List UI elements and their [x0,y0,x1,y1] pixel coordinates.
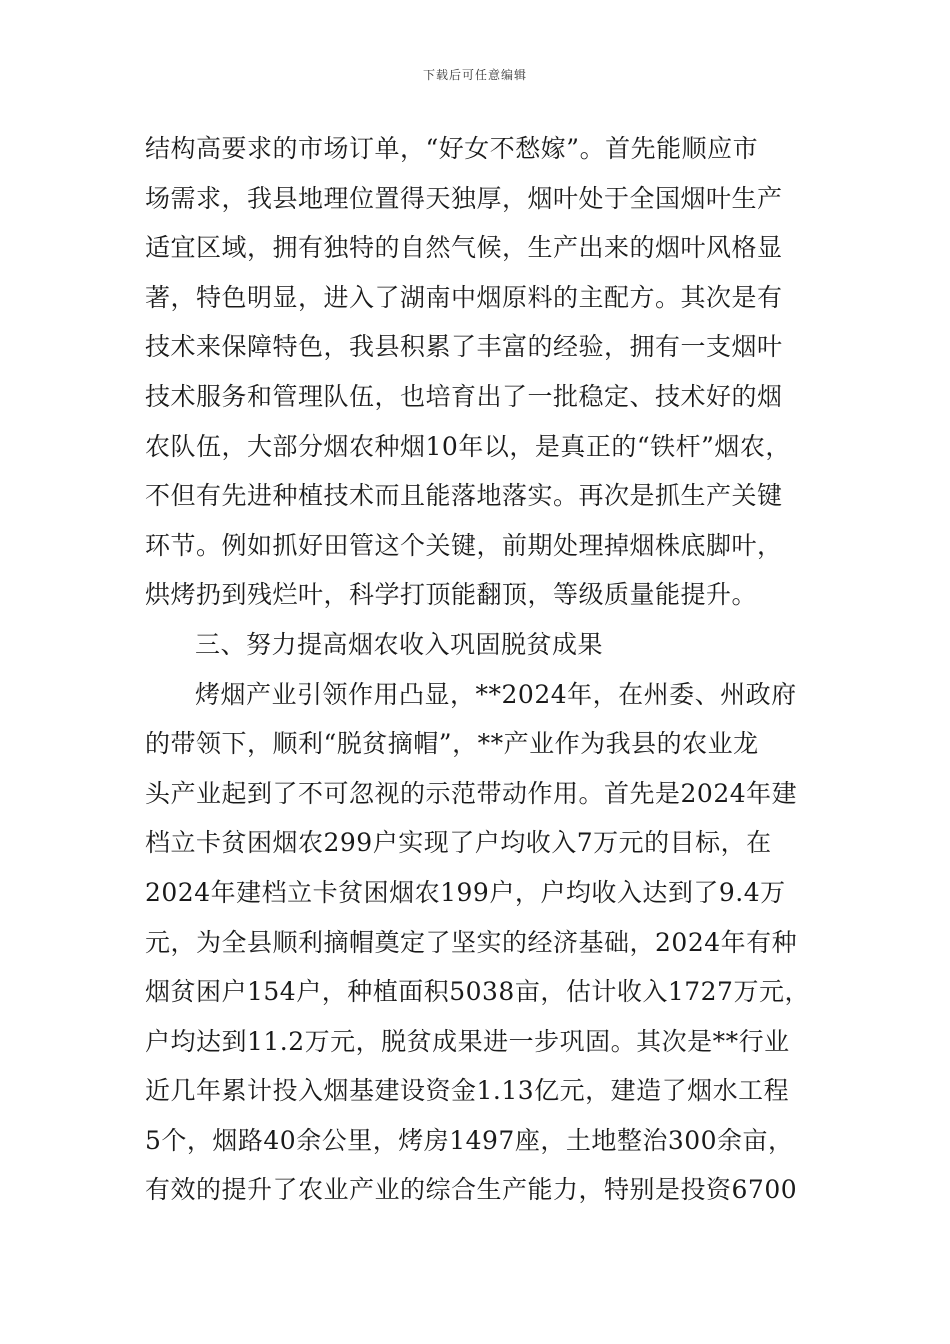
text-line: 环节。例如抓好田管这个关键，前期处理掉烟株底脚叶， [145,530,783,560]
text-line: 档立卡贫困烟农299户实现了户均收入7万元的目标，在 [145,828,772,858]
text-line: 烤烟产业引领作用凸显，**2024年，在州委、州政府 [195,679,797,709]
text-line: 2024年建档立卡贫困烟农199户，户均收入达到了9.4万 [145,877,786,907]
paragraph-2 [145,670,835,1216]
text-line: 元，为全县顺利摘帽奠定了坚实的经济基础，2024年有种 [145,927,798,957]
text-line: 著，特色明显，进入了湖南中烟原料的主配方。其次是有 [145,282,783,312]
document-body [145,124,835,1215]
paragraph-1 [145,124,835,620]
text-line: 户均达到11.2万元，脱贫成果进一步巩固。其次是**行业 [145,1026,790,1056]
text-line: 农队伍，大部分烟农种烟10年以，是真正的“铁杆”烟农， [145,431,791,461]
text-line: 烘烤扔到残烂叶，科学打顶能翻顶，等级质量能提升。 [145,580,758,610]
text-line: 烟贫困户154户，种植面积5038亩，估计收入1727万元， [145,977,810,1007]
text-line: 场需求，我县地理位置得天独厚，烟叶处于全国烟叶生产 [145,183,783,213]
text-line: 有效的提升了农业产业的综合生产能力，特别是投资6700 [145,1175,798,1205]
text-line: 头产业起到了不可忽视的示范带动作用。首先是2024年建 [145,778,798,808]
page-header-note: 下载后可任意编辑 [422,68,527,82]
section-heading: 三、努力提高烟农收入巩固脱贫成果 [195,629,604,659]
text-line: 结构高要求的市场订单，“好女不愁嫁”。首先能顺应市 [145,134,759,163]
text-line: 技术来保障特色，我县积累了丰富的经验，拥有一支烟叶 [145,332,783,362]
text-line: 技术服务和管理队伍，也培育出了一批稳定、技术好的烟 [145,381,783,411]
text-line: 近几年累计投入烟基建设资金1.13亿元，建造了烟水工程 [145,1076,790,1106]
text-line: 不但有先进种植技术而且能落地落实。再次是抓生产关键 [145,481,783,511]
text-line: 的带领下，顺利“脱贫摘帽”，**产业作为我县的农业龙 [145,729,759,759]
text-line: 5个，烟路40余公里，烤房1497座，土地整治300余亩， [145,1125,794,1155]
text-line: 适宜区域，拥有独特的自然气候，生产出来的烟叶风格显 [145,233,783,263]
